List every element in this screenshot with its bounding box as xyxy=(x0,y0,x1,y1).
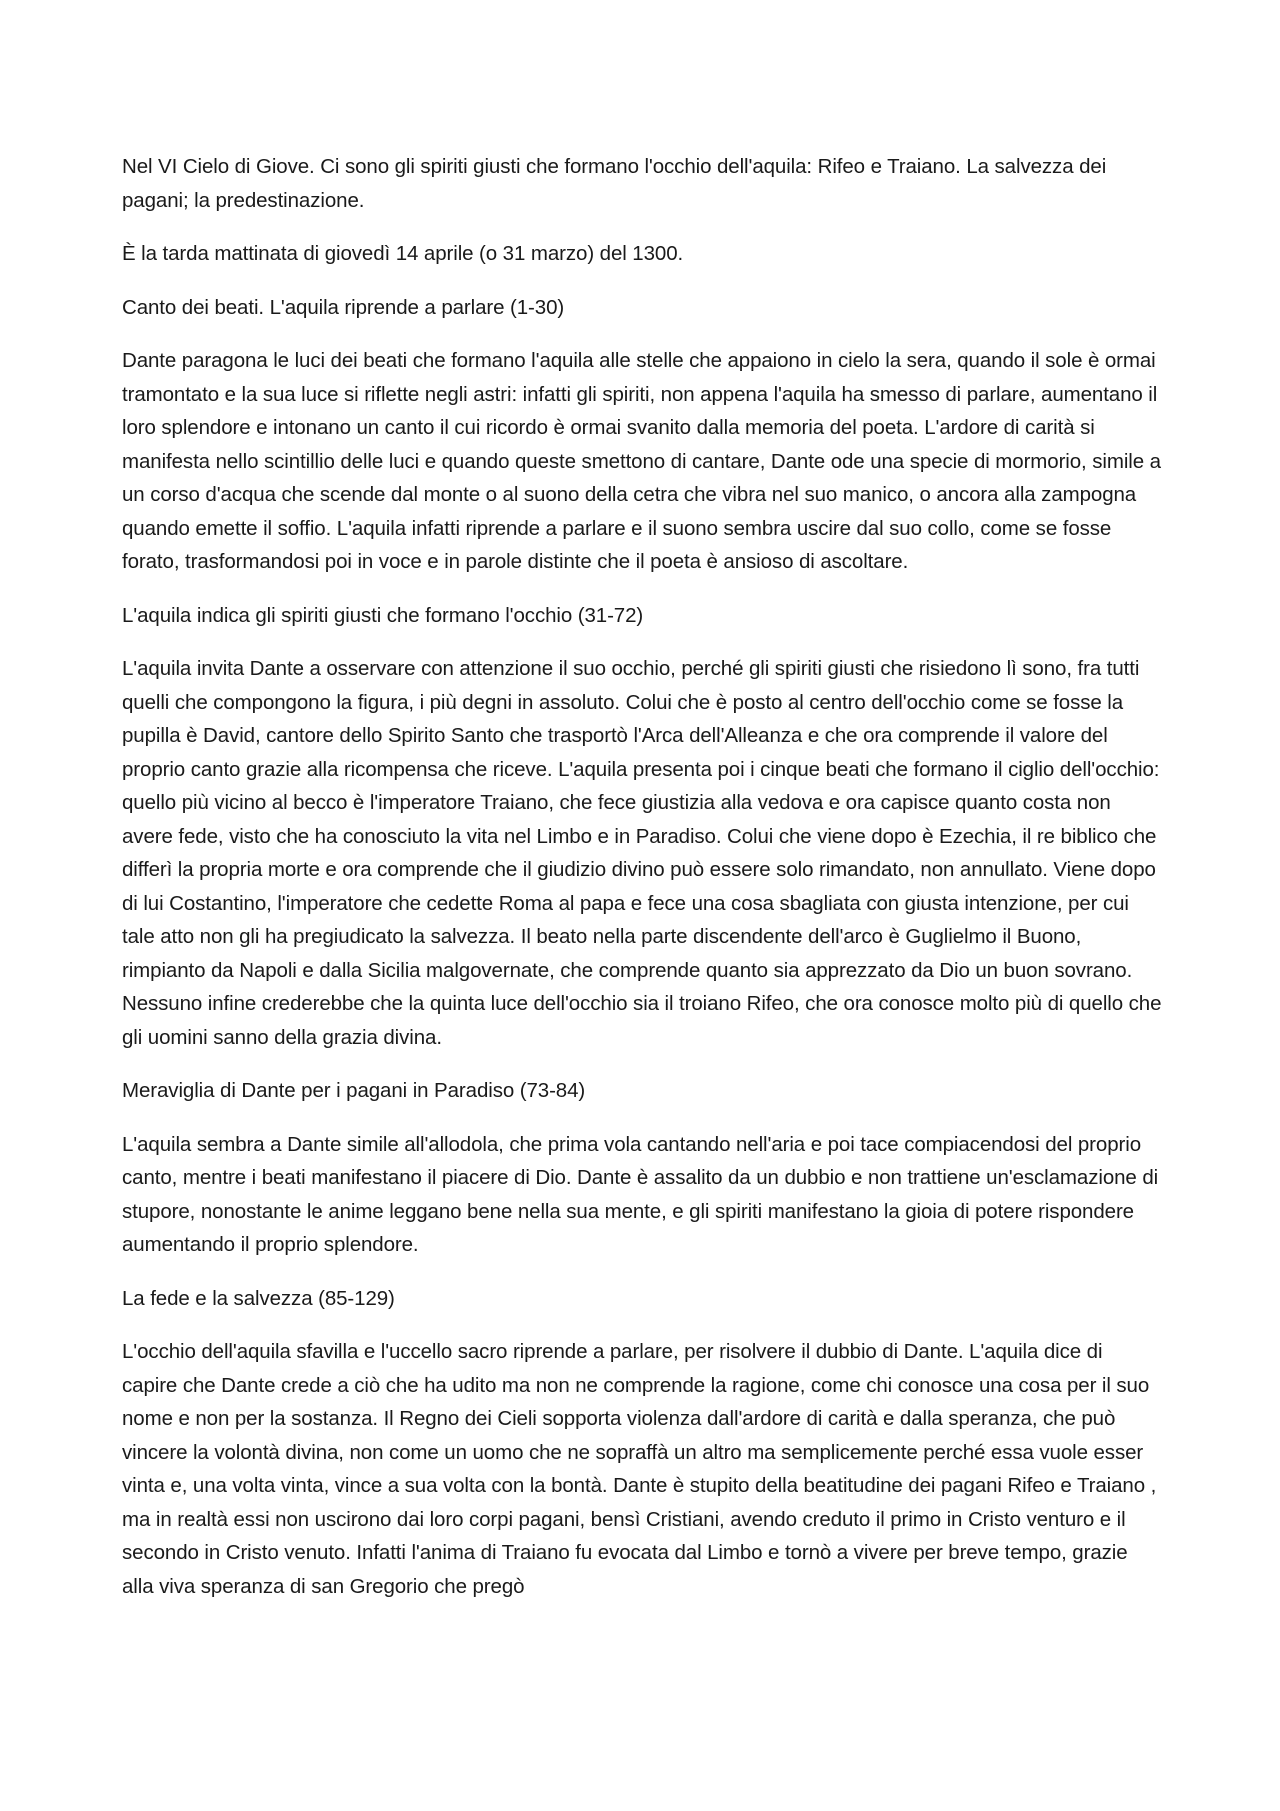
document-body xyxy=(122,150,1162,1623)
section-heading-2: L'aquila indica gli spiriti giusti che formano l'occhio (31-72) xyxy=(122,603,644,627)
section-body-2: L'aquila invita Dante a osservare con attenzione il suo occhio, perché gli spiriti giusti che risiedono lì sono, fra tutti quelli che compongono la figura, i più degni in assoluto. Colui che è posto al centro dell'occhio come se fosse la pupilla è David, cantore dello Spirito Santo che trasportò l'Arca dell'Alleanza e che ora comprende il valore del proprio canto grazie alla ricompensa che riceve. L'aquila presenta poi i cinque beati che formano il ciglio dell'occhio: quello più vicino al becco è l'imperatore Traiano, che fece giustizia alla vedova e ora capisce quanto costa non avere fede, visto che ha conosciuto la vita nel Limbo e in Paradiso. Colui che viene dopo è Ezechia, il re biblico che differì la propria morte e ora comprende che il giudizio divino può essere solo rimandato, non annullato. Viene dopo di lui Costantino, l'imperatore che cedette Roma al papa e fece una cosa sbagliata con giusta intenzione, per cui tale atto non gli ha pregiudicato la salvezza. Il beato nella parte discendente dell'arco è Guglielmo il Buono, rimpianto da Napoli e dalla Sicilia malgovernate, che comprende quanto sia apprezzato da Dio un buon sovrano. Nessuno infine crederebbe che la quinta luce dell'occhio sia il troiano Rifeo, che ora conosce molto più di quello che gli uomini sanno della grazia divina. xyxy=(122,657,1162,1049)
section-body-4: L'occhio dell'aquila sfavilla e l'uccello sacro riprende a parlare, per risolvere il dubbio di Dante. L'aquila dice di capire che Dante crede a ciò che ha udito ma non ne comprende la ragione, come chi conosce una cosa per il suo nome e non per la sostanza. Il Regno dei Cieli sopporta violenza dall'ardore di carità e dalla speranza, che può vincere la volontà divina, non come un uomo che ne sopraffà un altro ma semplicemente perché essa vuole esser vinta e, una volta vinta, vince a sua volta con la bontà. Dante è stupito della beatitudine dei pagani Rifeo e Traiano , ma in realtà essi non uscirono dai loro corpi pagani, bensì Cristiani, avendo creduto il primo in Cristo venturo e il secondo in Cristo venuto. Infatti l'anima di Traiano fu evocata dal Limbo e tornò a vivere per breve tempo, grazie alla viva speranza di san Gregorio che pregò xyxy=(122,1340,1157,1598)
intro-summary: Nel VI Cielo di Giove. Ci sono gli spiriti giusti che formano l'occhio dell'aquila: Rifeo e Traiano. La salvezza dei pagani; la predestinazione. xyxy=(122,155,1107,212)
section-body-1: Dante paragona le luci dei beati che formano l'aquila alle stelle che appaiono in cielo la sera, quando il sole è ormai tramontato e la sua luce si riflette negli astri: infatti gli spiriti, non appena l'aquila ha smesso di parlare, aumentano il loro splendore e intonano un canto il cui ricordo è ormai svanito dalla memoria del poeta. L'ardore di carità si manifesta nello scintillio delle luci e quando queste smettono di cantare, Dante ode una specie di mormorio, simile a un corso d'acqua che scende dal monte o al suono della cetra che vibra nel suo manico, o ancora alla zampogna quando emette il soffio. L'aquila infatti riprende a parlare e il suono sembra uscire dal suo collo, come se fosse forato, trasformandosi poi in voce e in parole distinte che il poeta è ansioso di ascoltare. xyxy=(122,349,1161,573)
section-heading-1: Canto dei beati. L'aquila riprende a parlare (1-30) xyxy=(122,295,565,319)
section-body-3: L'aquila sembra a Dante simile all'allodola, che prima vola cantando nell'aria e poi tace compiacendosi del proprio canto, mentre i beati manifestano il piacere di Dio. Dante è assalito da un dubbio e non trattiene un'esclamazione di stupore, nonostante le anime leggano bene nella sua mente, e gli spiriti manifestano la gioia di potere rispondere aumentando il proprio splendore. xyxy=(122,1132,1159,1256)
section-heading-4: La fede e la salvezza (85-129) xyxy=(122,1286,395,1310)
section-heading-3: Meraviglia di Dante per i pagani in Paradiso (73-84) xyxy=(122,1079,586,1102)
date-line: È la tarda mattinata di giovedì 14 aprile (o 31 marzo) del 1300. xyxy=(122,242,684,265)
